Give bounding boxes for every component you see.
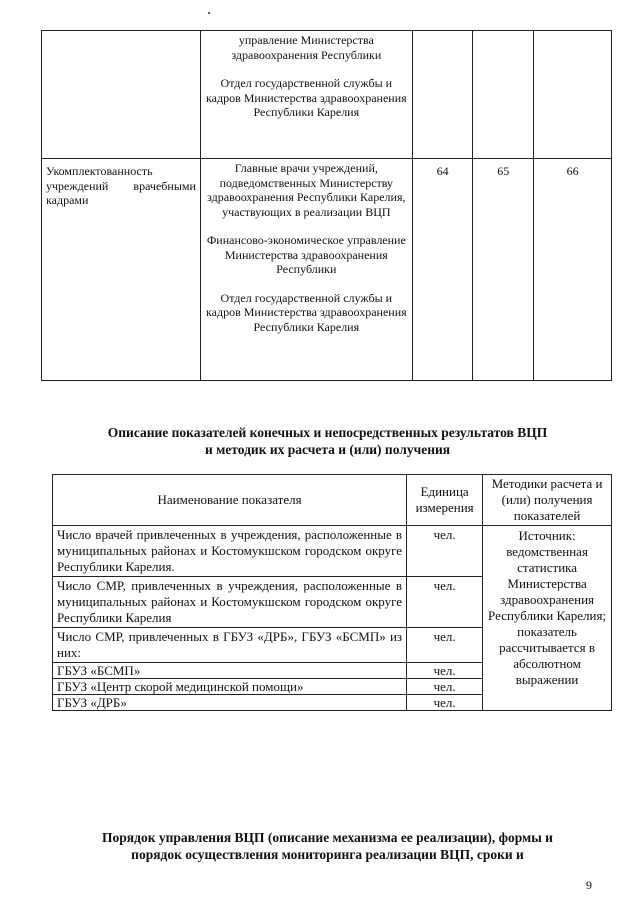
value-cell: 64 <box>412 159 473 381</box>
indicator-name-cell: Число СМР, привлеченных в ГБУЗ «ДРБ», ГБУЗ «БСМП» из них: <box>53 628 407 663</box>
method-cell: Источник: ведомственная статистика Министерства здравоохранения Республики Карелия; показатель рассчитывается в абсолютном выражении <box>483 526 612 711</box>
table-row <box>42 159 612 381</box>
responsible-cell <box>200 159 412 381</box>
responsible-text: Главные врачи учреждений, подведомственных Министерству здравоохранения Республики Карелия, участвующих в реализации ВЦП <box>207 161 406 219</box>
section-heading-line: и методик их расчета и (или) получения <box>204 442 451 457</box>
indicator-name-cell: Число СМР, привлеченных в учреждения, расположенные в муниципальных районах и Костомукшском городском округе Республики Карелия <box>53 577 407 628</box>
indicator-cell: Укомплектованность учреждений врачебными кадрами <box>42 159 201 381</box>
column-header-method: Методики расчета и (или) получения показателей <box>483 475 612 526</box>
value-cell <box>534 31 612 159</box>
scan-dot <box>208 12 210 14</box>
responsible-text: управление Министерства здравоохранения Республики <box>231 33 382 62</box>
value-cell <box>473 31 534 159</box>
unit-cell: чел. <box>407 679 483 695</box>
value-cell <box>412 31 473 159</box>
unit-cell: чел. <box>407 695 483 711</box>
table-header-row <box>53 475 612 526</box>
unit-cell: чел. <box>407 526 483 577</box>
indicator-name-cell: ГБУЗ «ДРБ» <box>53 695 407 711</box>
unit-cell: чел. <box>407 628 483 663</box>
unit-cell: чел. <box>407 663 483 679</box>
indicator-cell <box>42 31 201 159</box>
section-heading <box>40 424 615 458</box>
indicators-table-continued <box>41 30 612 381</box>
indicator-name-cell: Число врачей привлеченных в учреждения, расположенные в муниципальных районах и Костомукшском городском округе Республики Карелия. <box>53 526 407 577</box>
section-heading <box>40 829 615 863</box>
column-header-name: Наименование показателя <box>53 475 407 526</box>
section-heading-line: Описание показателей конечных и непосредственных результатов ВЦП <box>107 425 548 440</box>
unit-cell: чел. <box>407 577 483 628</box>
section-heading-line: Порядок управления ВЦП (описание механизма ее реализации), формы и <box>102 830 553 845</box>
value-cell: 65 <box>473 159 534 381</box>
table-row <box>53 526 612 577</box>
section-heading-line: порядок осуществления мониторинга реализации ВЦП, сроки и <box>131 847 524 862</box>
page-number: 9 <box>586 878 592 892</box>
responsible-text: Финансово-экономическое управление Министерства здравоохранения Республики <box>206 233 406 276</box>
column-header-unit: Единица измерения <box>407 475 483 526</box>
indicator-name-cell: ГБУЗ «БСМП» <box>53 663 407 679</box>
indicator-description-table <box>52 474 612 711</box>
table-row <box>42 31 612 159</box>
indicator-name-cell: ГБУЗ «Центр скорой медицинской помощи» <box>53 679 407 695</box>
responsible-text: Отдел государственной службы и кадров Министерства здравоохранения Республики Карелия <box>205 290 407 334</box>
value-cell: 66 <box>534 159 612 381</box>
responsible-text: Отдел государственной службы и кадров Министерства здравоохранения Республики Карелия <box>205 76 407 119</box>
responsible-cell <box>200 31 412 159</box>
